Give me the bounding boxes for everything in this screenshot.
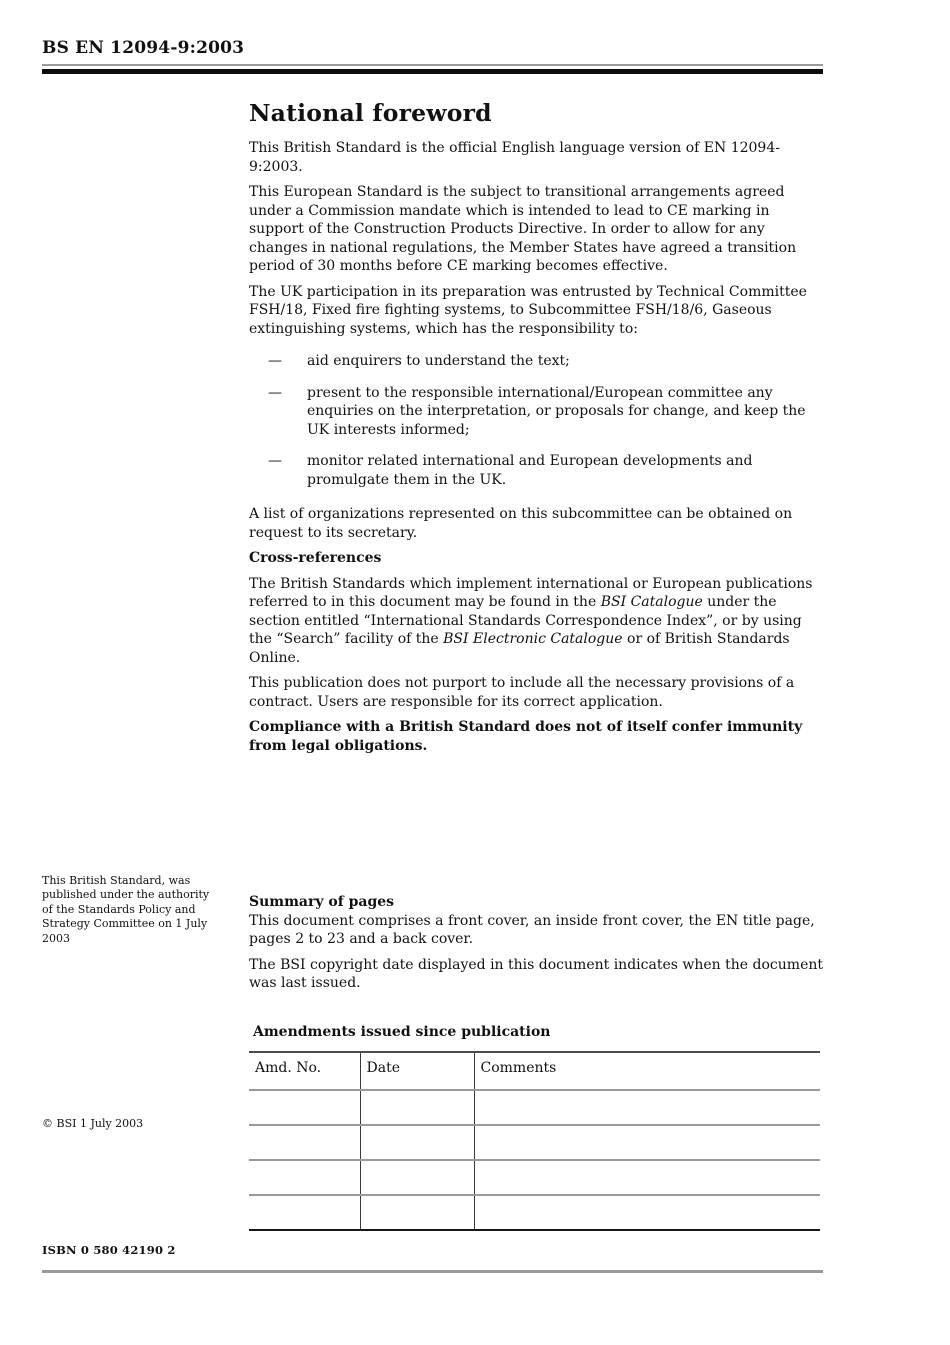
- amendments-empty-cell: [474, 1090, 820, 1125]
- summary-of-pages-section: [249, 893, 823, 993]
- column-header-comments: Comments: [474, 1052, 820, 1090]
- summary-paragraph-1: This document comprises a front cover, an inside front cover, the EN title page, pages 2 to 23 and a back cover.: [249, 912, 815, 947]
- publication-authority-note: This British Standard, was published under the authority of the Standards Policy and Strategy Committee on 1 July 2003: [42, 874, 210, 945]
- dash-marker: —: [268, 384, 282, 401]
- list-item: [249, 452, 823, 489]
- page-title: National foreword: [249, 99, 492, 127]
- footer-rule: [42, 1270, 823, 1273]
- amendments-empty-cell: [474, 1125, 820, 1160]
- amendments-empty-cell: [249, 1090, 360, 1125]
- amendments-table: [249, 1051, 820, 1231]
- crossref-text-c: under the section entitled “International Standards Correspondence Index”, or by using the “Search” facility of the: [249, 594, 802, 647]
- amendments-empty-cell: [474, 1160, 820, 1195]
- amendments-empty-cell: [360, 1160, 474, 1195]
- amendments-heading: Amendments issued since publication: [253, 1024, 551, 1040]
- amendments-empty-cell: [249, 1160, 360, 1195]
- amendments-table-body: [249, 1090, 820, 1230]
- header-rule: [42, 64, 823, 74]
- bsi-catalogue-italic: BSI Catalogue: [600, 594, 703, 610]
- cross-references-paragraph: [249, 575, 823, 668]
- list-item: [249, 352, 823, 371]
- summary-paragraph-2: The BSI copyright date displayed in this document indicates when the document was last issued.: [249, 956, 823, 991]
- column-header-date: Date: [360, 1052, 474, 1090]
- amendments-empty-cell: [360, 1090, 474, 1125]
- foreword-paragraph-1: This British Standard is the official English language version of EN 12094-9:2003.: [249, 140, 780, 175]
- bsi-electronic-catalogue-italic: BSI Electronic Catalogue: [443, 631, 623, 647]
- amendments-empty-cell: [249, 1195, 360, 1230]
- foreword-paragraph-2: This European Standard is the subject to transitional arrangements agreed under a Commission mandate which is intended to lead to CE marking in support of the Construction Products Directive. In order to allow for any changes in national regulations, the Member States have agreed a transition period of 30 months before CE marking becomes effective.: [249, 184, 797, 274]
- responsibility-list: [249, 352, 823, 489]
- amendments-empty-row: [249, 1195, 820, 1230]
- copyright-note: © BSI 1 July 2003: [42, 1117, 144, 1130]
- list-item-text: monitor related international and European developments and promulgate them in the UK.: [307, 453, 753, 488]
- dash-marker: —: [268, 453, 282, 469]
- amendments-empty-row: [249, 1090, 820, 1125]
- foreword-paragraph-4: A list of organizations represented on this subcommittee can be obtained on request to its secretary.: [249, 506, 793, 541]
- amendments-header-row: [249, 1052, 820, 1090]
- crossref-text-e: or of British Standards Online.: [249, 631, 790, 666]
- summary-heading: Summary of pages: [249, 894, 395, 910]
- list-item-text: present to the responsible international/European committee any enquiries on the interpretation, or proposals for change, and keep the UK interests informed;: [307, 384, 806, 438]
- amendments-empty-row: [249, 1125, 820, 1160]
- amendments-empty-cell: [360, 1125, 474, 1160]
- list-item: [249, 384, 823, 440]
- cross-references-heading: Cross-references: [249, 550, 382, 566]
- list-item-text: aid enquirers to understand the text;: [307, 353, 570, 369]
- foreword-paragraph-3: The UK participation in its preparation was entrusted by Technical Committee FSH/18, Fixed fire fighting systems, to Subcommittee FSH/18/6, Gaseous extinguishing systems, which has the responsibility to:: [249, 283, 807, 337]
- amendments-empty-cell: [360, 1195, 474, 1230]
- amendments-empty-cell: [474, 1195, 820, 1230]
- amendments-section: [249, 1024, 821, 1231]
- foreword-section: [249, 98, 823, 762]
- header-rule-black: [42, 69, 823, 74]
- crossref-text-a: The British Standards which implement international or European publications referred to in this document may be found in the: [249, 575, 813, 610]
- document-code: BS EN 12094-9:2003: [42, 38, 245, 58]
- amendments-empty-cell: [249, 1125, 360, 1160]
- provisions-paragraph: This publication does not purport to include all the necessary provisions of a contract. Users are responsible for its correct application.: [249, 675, 795, 710]
- compliance-statement: Compliance with a British Standard does not of itself confer immunity from legal obligations.: [249, 719, 803, 754]
- column-header-amd-no: Amd. No.: [249, 1052, 360, 1090]
- dash-marker: —: [268, 353, 282, 369]
- amendments-empty-row: [249, 1160, 820, 1195]
- isbn-label: ISBN 0 580 42190 2: [42, 1243, 176, 1257]
